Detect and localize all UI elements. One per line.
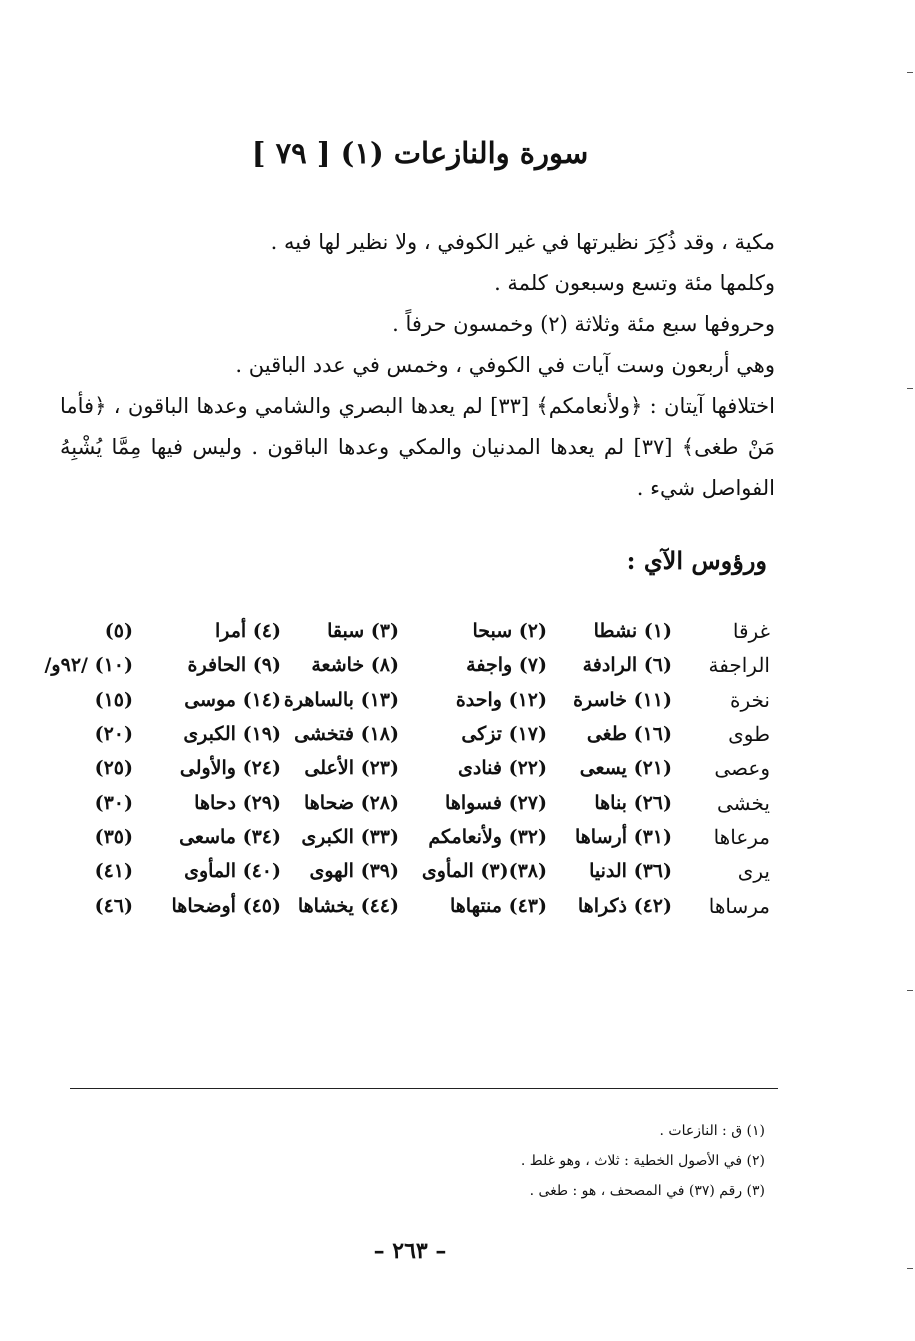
intro-line: وهي أربعون وست آيات في الكوفي ، وخمس في عدد الباقين .	[235, 353, 775, 377]
verse-cell: (٣٩) الهوى	[309, 860, 399, 883]
intro-line: وكلمها مئة وتسع وسبعون كلمة .	[494, 271, 775, 295]
verse-cell: (٢٣) الأعلى	[304, 757, 399, 780]
verse-cell: يرى	[737, 859, 770, 884]
verse-cell: (١٦) طغى	[586, 723, 672, 746]
verse-cell: (٢٨) ضحاها	[303, 791, 399, 814]
margin-mark	[907, 388, 913, 389]
verse-row	[20, 820, 770, 854]
verse-cell: نخرة	[730, 687, 770, 712]
verses-heading: ورؤوس الآي :	[626, 546, 767, 575]
margin-mark	[907, 1268, 913, 1269]
verse-cell: (٢٢) فنادى	[458, 757, 547, 780]
verse-cell: (٩) الحافرة	[187, 654, 281, 677]
verse-cell: (٣٠)	[94, 791, 133, 814]
verse-cell: (٣٨)(٣) المأوى	[421, 860, 547, 883]
intro-paragraph: اختلافها آيتان : ﴿ولأنعامكم﴾ [٣٣] لم يعدها البصري والشامي وعدها الباقون ، ﴿فأما مَنْ طغى﴾ [٣٧] لم يعدها المدنيان والمكي وعدها الباقون . وليس فيها مِمَّا يُشْبِهُ الفواصل شيء .	[60, 394, 775, 500]
verse-cell: (٨) خاشعة	[311, 654, 399, 677]
verse-cell: (٣٥)	[94, 825, 133, 848]
verse-cell: (١٤) موسى	[184, 688, 281, 711]
intro-line: وحروفها سبع مئة وثلاثة (٢) وخمسون حرفاً .	[392, 312, 775, 336]
verse-cell: مرعاها	[713, 824, 770, 849]
verse-cell: (٣٦) الدنيا	[589, 860, 672, 883]
footnote: (٢) في الأصول الخطية : ثلاث ، وهو غلط .	[520, 1153, 765, 1169]
verse-row	[20, 888, 770, 922]
verse-cell: (٣٤) ماسعى	[179, 825, 281, 848]
verse-cell: (٤٣) منتهاها	[449, 894, 547, 917]
verse-cell: (٢٠)	[94, 723, 133, 746]
verse-cell: (٢٤) والأولى	[179, 757, 281, 780]
verse-cell: (٢٥)	[94, 757, 133, 780]
verse-cell: (٢٧) فسواها	[445, 791, 547, 814]
verse-cell: (١٠) /٩٢و/	[44, 654, 133, 677]
verse-cell: (٤) أمرا	[214, 620, 281, 643]
verse-cell: (٢٩) دحاها	[194, 791, 281, 814]
verse-cell: (٤٥) أوضحاها	[171, 894, 281, 917]
verse-row	[20, 683, 770, 717]
verse-cell: (٣) سبقا	[327, 620, 399, 643]
verse-cell: (٦) الرادفة	[582, 654, 672, 677]
verse-row	[20, 717, 770, 751]
verse-cell: (١٥)	[94, 688, 133, 711]
verse-cell: (٣٣) الكبرى	[301, 825, 399, 848]
verse-cell: (١٣) بالساهرة	[283, 688, 399, 711]
margin-mark	[907, 72, 913, 73]
verse-cell: (٤١)	[94, 860, 133, 883]
verse-cell: غرقا	[732, 619, 770, 644]
verse-row	[20, 614, 770, 648]
footnote-divider	[70, 1088, 778, 1089]
margin-mark	[907, 990, 913, 991]
footnote: (١) ق : النازعات .	[659, 1123, 765, 1139]
verse-cell: طوى	[728, 722, 770, 747]
verse-cell: (١٨) فتخشى	[294, 723, 399, 746]
verse-cell: (٤٠) المأوى	[184, 860, 281, 883]
verse-cell: مرساها	[708, 893, 770, 918]
intro-line: مكية ، وقد ذُكِرَ نظيرتها في غير الكوفي ، ولا نظير لها فيه .	[270, 230, 775, 254]
verse-cell: (١١) خاسرة	[573, 688, 672, 711]
verse-cell: (٢) سبحا	[472, 620, 547, 643]
verse-cell: (١٢) واحدة	[455, 688, 547, 711]
verse-cell: (٧) واجفة	[466, 654, 547, 677]
verse-cell: (٤٢) ذكراها	[577, 894, 672, 917]
verse-cell: وعصى	[714, 756, 770, 781]
intro-text	[60, 222, 775, 509]
verse-cell: (١) نشطا	[593, 620, 672, 643]
verse-cell: (١٩) الكبرى	[183, 723, 281, 746]
verse-cell: (٥)	[104, 620, 133, 643]
verse-cell: (٢١) يسعى	[579, 757, 672, 780]
verse-cell: (٢٦) بناها	[594, 791, 672, 814]
verse-row	[20, 751, 770, 785]
footnote: (٣) رقم (٣٧) في المصحف ، هو : طغى .	[529, 1183, 765, 1199]
verse-cell: يخشى	[717, 790, 770, 815]
verse-row	[20, 648, 770, 682]
verse-cell: (٣٢) ولأنعامكم	[428, 825, 547, 848]
verse-cell: الراجفة	[708, 653, 770, 678]
verse-row	[20, 854, 770, 888]
verse-cell: (١٧) تزكى	[461, 723, 547, 746]
verse-cell: (٤٤) يخشاها	[297, 894, 399, 917]
page-number: – ٢٦٣ –	[373, 1238, 447, 1264]
footnotes	[521, 1116, 765, 1206]
surah-title: سورة والنازعات (١) [ ٧٩ ]	[251, 136, 589, 170]
verse-row	[20, 785, 770, 819]
verse-cell: (٣١) أرساها	[575, 825, 672, 848]
verse-endings-table	[20, 614, 770, 923]
verse-cell: (٤٦)	[94, 894, 133, 917]
